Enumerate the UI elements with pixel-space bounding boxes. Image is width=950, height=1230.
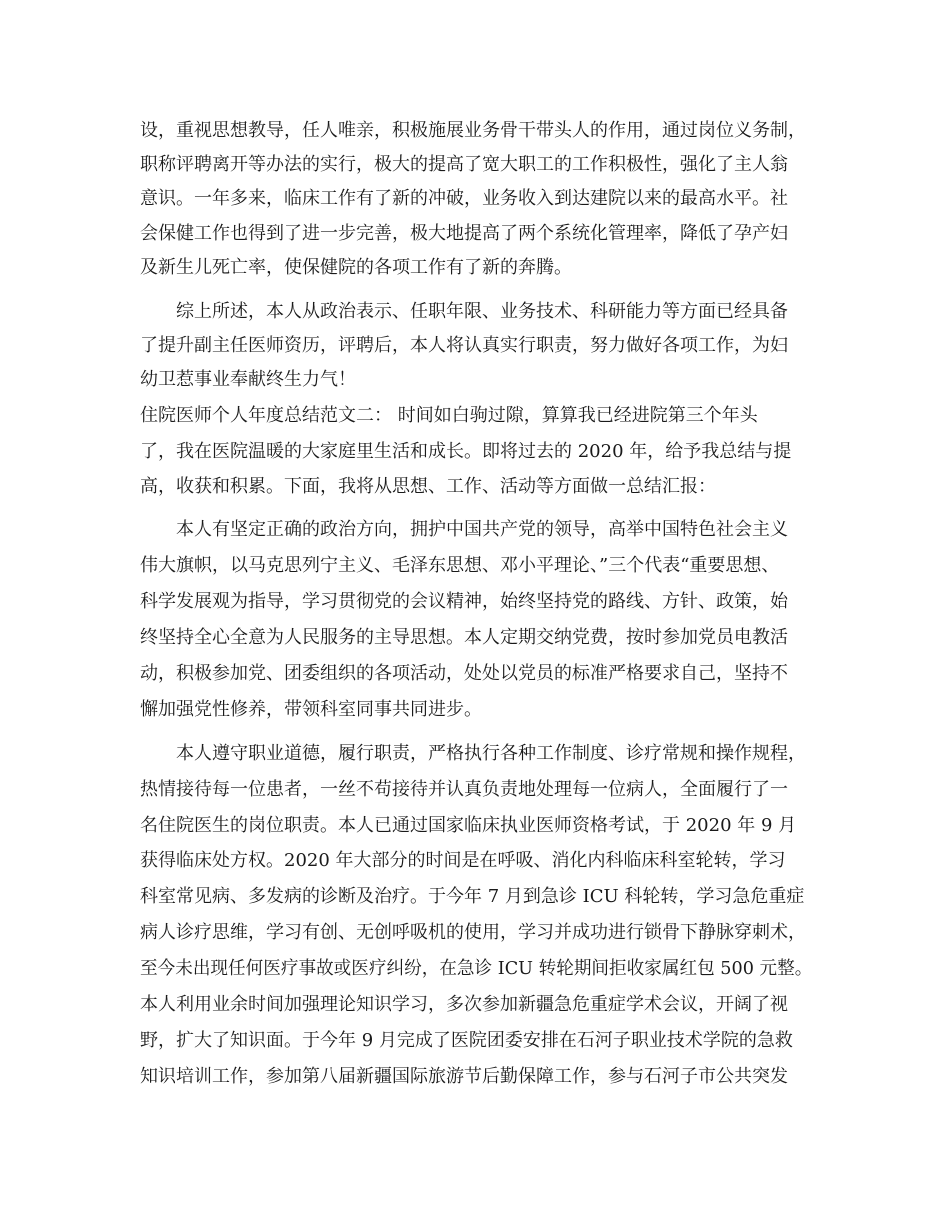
text-line: 意识。一年多来，临床工作有了新的冲破，业务收入到达建院以来的最高水平。社	[140, 188, 788, 209]
text-line: 设，重视思想教导，任人唯亲，积极施展业务骨干带头人的作用，通过岗位义务制，	[140, 120, 806, 141]
text-line: 住院医师个人年度总结范文二： 时间如白驹过隙，算算我已经进院第三个年头	[140, 405, 758, 426]
text-line: 科学发展观为指导，学习贯彻党的会议精神，始终坚持党的路线、方针、政策，始	[140, 591, 788, 612]
text-line: 名住院医生的岗位职责。本人已通过国家临床执业医师资格考试，于 2020 年 9 月	[140, 815, 797, 836]
text-line: 本人遵守职业道德，履行职责，严格执行各种工作制度、诊疗常规和操作规程，	[176, 743, 806, 764]
text-line: 了提升副主任医师资历，评聘后，本人将认真实行职责，努力做好各项工作，为妇	[140, 335, 788, 356]
text-line: 高，收获和积累。下面，我将从思想、工作、活动等方面做一总结汇报：	[140, 476, 716, 497]
text-line: 终坚持全心全意为人民服务的主导思想。本人定期交纳党费，按时参加党员电教活	[140, 627, 788, 648]
text-line: 获得临床处方权。2020 年大部分的时间是在呼吸、消化内科临床科室轮转，学习	[140, 850, 786, 871]
text-line: 本人利用业余时间加强理论知识学习，多次参加新疆急危重症学术会议，开阔了视	[140, 994, 788, 1015]
text-line: 伟大旗帜，以马克思列宁主义、毛泽东思想、邓小平理论、”三个代表“重要思想、	[140, 555, 780, 576]
text-line: 综上所述，本人从政治表示、任职年限、业务技术、科研能力等方面已经具备	[176, 301, 788, 322]
text-line: 病人诊疗思维，学习有创、无创呼吸机的使用，学习并成功进行锁骨下静脉穿刺术，	[140, 922, 806, 943]
text-line: 幼卫惹事业奉献终生力气！	[140, 369, 356, 390]
text-line: 野，扩大了知识面。于今年 9 月完成了医院团委安排在石河子职业技术学院的急救	[140, 1030, 793, 1051]
text-line: 知识培训工作，参加第八届新疆国际旅游节后勤保障工作，参与石河子市公共突发	[140, 1066, 788, 1087]
text-line: 及新生儿死亡率，使保健院的各项工作有了新的奔腾。	[140, 257, 572, 278]
text-line: 动，积极参加党、团委组织的各项活动，处处以党员的标准严格要求自己，坚持不	[140, 663, 788, 684]
text-line: 热情接待每一位患者，一丝不苟接待并认真负责地处理每一位病人，全面履行了一	[140, 779, 788, 800]
text-line: 了，我在医院温暖的大家庭里生活和成长。即将过去的 2020 年，给予我总结与提	[140, 441, 792, 462]
text-line: 职称评聘离开等办法的实行，极大的提高了宽大职工的工作积极性，强化了主人翁	[140, 154, 788, 175]
text-line: 本人有坚定正确的政治方向，拥护中国共产党的领导，高举中国特色社会主义	[176, 519, 788, 540]
text-line: 会保健工作也得到了进一步完善，极大地提高了两个系统化管理率，降低了孕产妇	[140, 223, 788, 244]
text-line: 懈加强党性修养，带领科室同事共同进步。	[140, 699, 482, 720]
text-line: 至今未出现任何医疗事故或医疗纠纷，在急诊 ICU 转轮期间拒收家属红包 500 元整。	[140, 958, 813, 979]
text-line: 科室常见病、多发病的诊断及治疗。于今年 7 月到急诊 ICU 科轮转，学习急危重症	[140, 886, 805, 907]
